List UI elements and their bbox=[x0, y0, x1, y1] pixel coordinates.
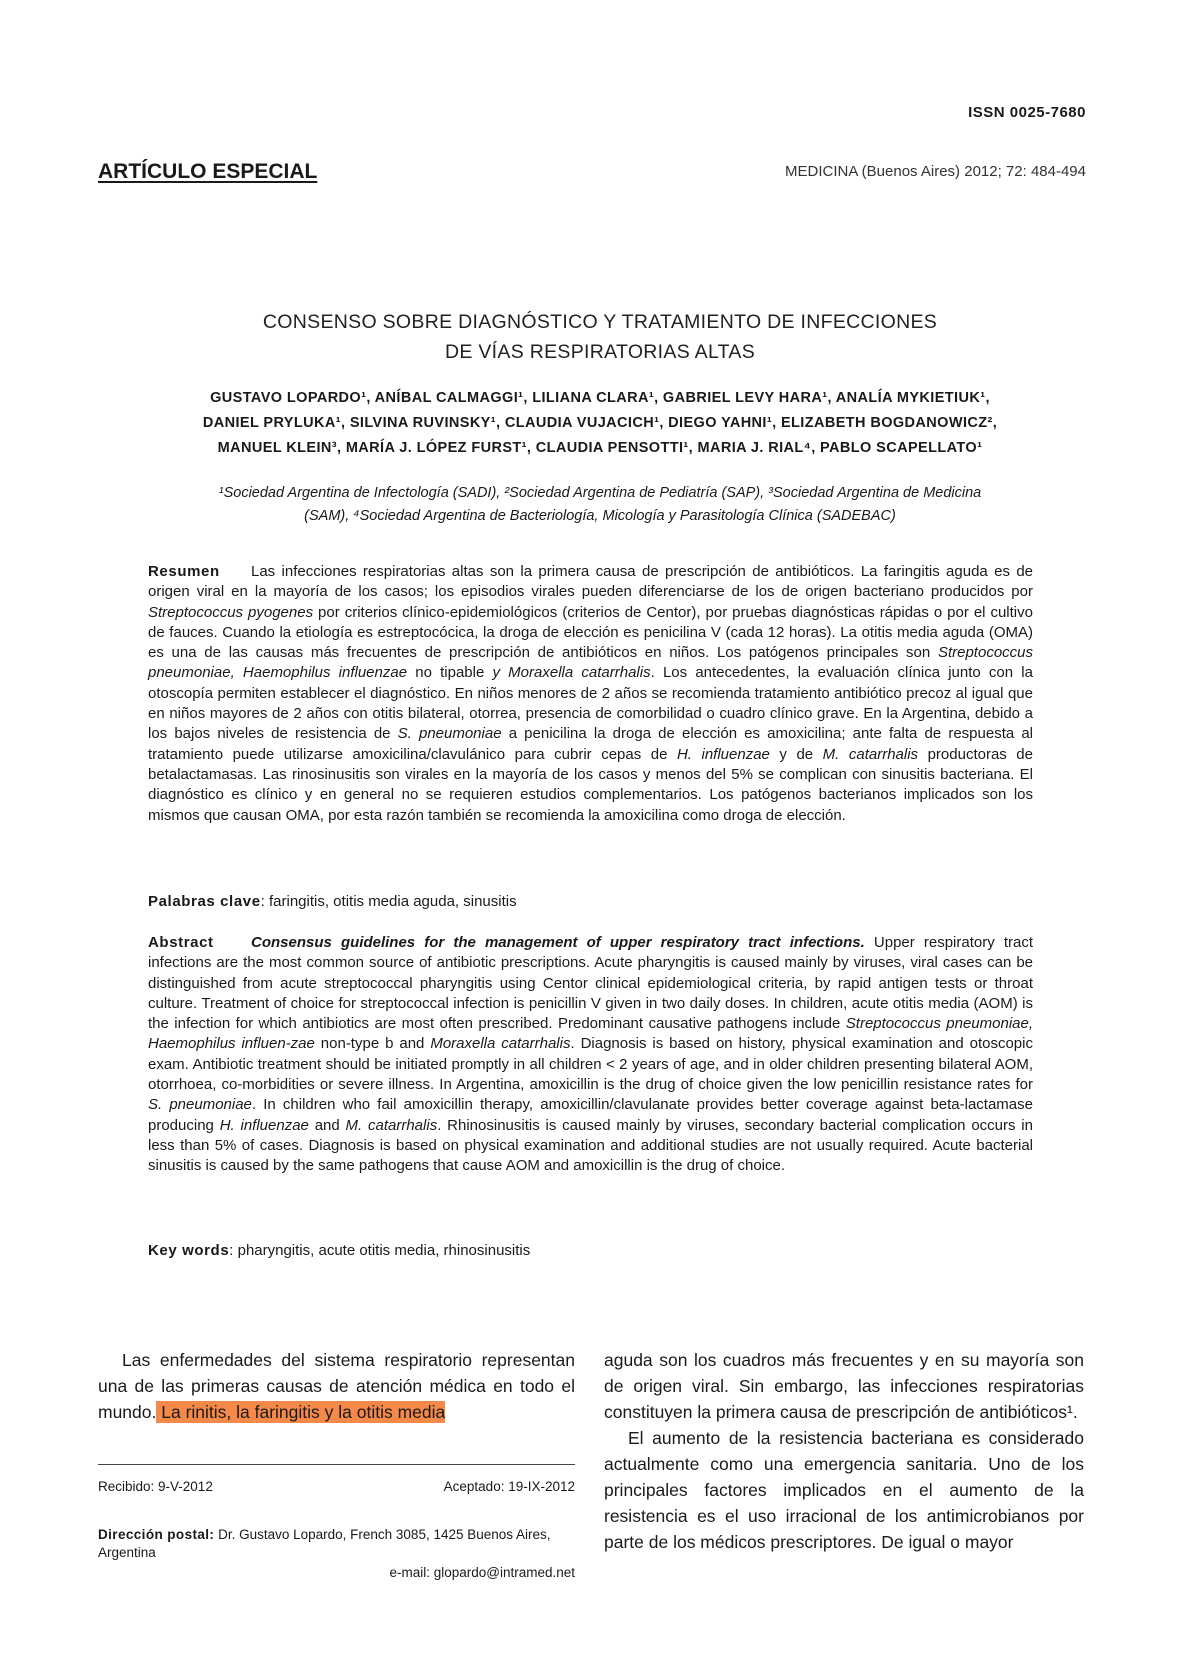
postal-address bbox=[98, 1526, 575, 1562]
postal-address-label: Dirección postal: bbox=[98, 1527, 215, 1542]
title-line-2: DE VÍAS RESPIRATORIAS ALTAS bbox=[444, 341, 756, 363]
resumen-text: a penicilina la droga de elección es amoxicilina; ante falta de respuesta al tratamiento puede utilizarse amoxicilina/clavulánico para cubrir cepas de bbox=[148, 725, 1034, 763]
resumen-italic: Streptococcus pneumoniae, Haemophilus influenzae bbox=[148, 644, 1033, 682]
received-date: Recibido: 9-V-2012 bbox=[98, 1479, 213, 1494]
resumen-italic: y Moraxella catarrhalis bbox=[492, 664, 651, 682]
issn: ISSN 0025-7680 bbox=[968, 104, 1086, 121]
authors-line-3: MANUEL KLEIN³, MARÍA J. LÓPEZ FURST¹, CLAUDIA PENSOTTI¹, MARIA J. RIAL⁴, PABLO SCAPELLATO¹ bbox=[217, 440, 983, 456]
resumen-label: Resumen bbox=[148, 563, 220, 580]
body-text: Las enfermedades del sistema respiratorio representan una de las primeras causas de atención médica en todo el mundo. bbox=[98, 1350, 575, 1422]
email-address[interactable]: e-mail: glopardo@intramed.net bbox=[389, 1565, 575, 1580]
key-words bbox=[148, 1242, 1033, 1259]
resumen-paragraph bbox=[148, 562, 1033, 826]
abstract-italic: S. pneumoniae bbox=[148, 1096, 252, 1114]
affiliations bbox=[118, 482, 1082, 528]
resumen-text: Las infecciones respiratorias altas son la primera causa de prescripción de antibióticos. La faringitis aguda es de origen viral en la mayoría de los casos; los episodios virales pueden diferenciarse de los de origen bacteriano producidos por bbox=[148, 563, 1033, 601]
article-title bbox=[0, 307, 1200, 367]
abstract-text: . Diagnosis is based on history, physical examination and otoscopic exam. Antibiotic treatment should be initiated promptly in all children < 2 years of age, and in older children presenting bilateral AOM, otorrhoea, co-morbidities or severe illness. In Argentina, amoxicillin is the drug of choice given the low penicillin resistance rates for bbox=[148, 1035, 1033, 1094]
abstract-italic: M. catarrhalis bbox=[345, 1116, 438, 1134]
resumen-italic: S. pneumoniae bbox=[397, 725, 502, 743]
resumen-text: y de bbox=[769, 745, 823, 763]
footnote-divider bbox=[98, 1464, 575, 1465]
section-label: ARTÍCULO ESPECIAL bbox=[98, 160, 318, 183]
abstract-text: Upper respiratory tract infections are the most common source of antibiotic prescriptions. Acute pharyngitis is caused mainly by viruses, viral cases can be distinguished from acute streptococcal pharyngitis using Centor clinical epidemiological criteria, by rapid antigen tests or throat culture. Treatment of choice for streptococcal infection is penicillin V given in two daily doses. In children, acute otitis media (AOM) is the infection for which antibiotics are most often prescribed. Predominant causative pathogens include bbox=[148, 934, 1033, 1033]
abstract-italic: Streptococcus pneumoniae, Haemophilus influen-zae bbox=[148, 1015, 1034, 1053]
highlighted-text[interactable]: La rinitis, la faringitis y la otitis media bbox=[156, 1402, 446, 1422]
resumen-text: productoras de betalactamasas. Las rinosinusitis son virales en la mayoría de los casos y menos del 5% se complican con sinusitis bacteriana. El diagnóstico es clínico y en general no se requieren estudios complementarios. Los patógenos bacterianos implicados son los mismos que causan OMA, por esta razón también se recomienda la amoxicilina como droga de elección. bbox=[148, 745, 1033, 824]
body-paragraph bbox=[98, 1347, 575, 1425]
resumen-italic: H. influenzae bbox=[676, 745, 770, 763]
abstract-text: . In children who fail amoxicillin therapy, amoxicillin/clavulanate provides better coverage against beta-lactamase producing bbox=[148, 1096, 1033, 1134]
body-paragraph: aguda son los cuadros más frecuentes y en su mayoría son de origen viral. Sin embargo, las infecciones respiratorias constituyen la primera causa de prescripción de antibióticos¹. bbox=[604, 1350, 1084, 1422]
authors-line-1: GUSTAVO LOPARDO¹, ANÍBAL CALMAGGI¹, LILIANA CLARA¹, GABRIEL LEVY HARA¹, ANALÍA MYKIETIUK¹, bbox=[210, 390, 990, 406]
body-right-column bbox=[604, 1347, 1084, 1555]
palabras-clave bbox=[148, 893, 1033, 910]
resumen-text: . Los antecedentes, la evaluación clínica junto con la otoscopía permiten establecer el diagnóstico. En niños menores de 2 años se recomienda tratamiento antibiótico precoz al igual que en niños mayores de 2 años con otitis bilateral, otorrea, presencia de comorbilidad o cuadro clínico grave. En la Argentina, debido a los bajos niveles de resistencia de bbox=[148, 664, 1033, 743]
abstract-italic: Moraxella catarrhalis bbox=[430, 1035, 571, 1053]
postal-address-text: Dr. Gustavo Lopardo, French 3085, 1425 Buenos Aires, Argentina bbox=[98, 1527, 551, 1560]
affiliations-line-1: ¹Sociedad Argentina de Infectología (SADI), ²Sociedad Argentina de Pediatría (SAP), ³Sociedad Argentina de Medicina bbox=[218, 485, 982, 501]
resumen-italic: M. catarrhalis bbox=[822, 745, 919, 763]
palabras-clave-label: Palabras clave bbox=[148, 893, 261, 910]
journal-reference: MEDICINA (Buenos Aires) 2012; 72: 484-494 bbox=[785, 163, 1086, 180]
authors-line-2: DANIEL PRYLUKA¹, SILVINA RUVINSKY¹, CLAUDIA VUJACICH¹, DIEGO YAHNI¹, ELIZABETH BOGDANOWICZ², bbox=[202, 415, 998, 431]
accepted-date: Aceptado: 19-IX-2012 bbox=[443, 1479, 575, 1494]
resumen-text: por criterios clínico-epidemiológicos (criterios de Centor), por pruebas diagnósticas rápidas o por el cultivo de fauces. Cuando la etiología es estreptocócica, la droga de elección es penicilina V (cada 12 horas). La otitis media aguda (OMA) es una de las causas más frecuentes de prescripción de antibióticos en niños. Los patógenos principales son bbox=[148, 603, 1033, 662]
resumen-italic: Streptococcus pyogenes bbox=[148, 603, 314, 621]
key-words-text: : pharyngitis, acute otitis media, rhinosinusitis bbox=[229, 1242, 531, 1259]
title-line-1: CONSENSO SOBRE DIAGNÓSTICO Y TRATAMIENTO DE INFECCIONES bbox=[262, 311, 938, 333]
author-list bbox=[110, 386, 1090, 461]
body-paragraph: El aumento de la resistencia bacteriana es considerado actualmente como una emergencia sanitaria. Uno de los principales factores implicados en el aumento de la resistencia es el uso irracional de los antimicrobianos por parte de los médicos prescriptores. De igual o mayor bbox=[604, 1428, 1084, 1552]
abstract-title: Consensus guidelines for the management of upper respiratory tract infections. bbox=[251, 934, 865, 951]
abstract-label: Abstract bbox=[148, 934, 214, 951]
affiliations-line-2: (SAM), ⁴Sociedad Argentina de Bacteriología, Micología y Parasitología Clínica (SADEBAC) bbox=[304, 508, 896, 524]
abstract-text: and bbox=[308, 1116, 346, 1134]
key-words-label: Key words bbox=[148, 1242, 230, 1259]
palabras-clave-text: : faringitis, otitis media aguda, sinusitis bbox=[260, 893, 517, 910]
resumen-text: no tipable bbox=[407, 664, 493, 682]
body-left-column bbox=[98, 1347, 575, 1425]
abstract-text: . Rhinosinusitis is caused mainly by viruses, secondary bacterial complication occurs in less than 5% of cases. Diagnosis is based on physical examination and additional studies are not usually required. Acute bacterial sinusitis is caused by the same pathogens that cause AOM and amoxicillin is the drug of choice. bbox=[148, 1116, 1033, 1175]
abstract-text: non-type b and bbox=[314, 1035, 431, 1053]
abstract-italic: H. influenzae bbox=[219, 1116, 309, 1134]
abstract-paragraph bbox=[148, 933, 1033, 1177]
